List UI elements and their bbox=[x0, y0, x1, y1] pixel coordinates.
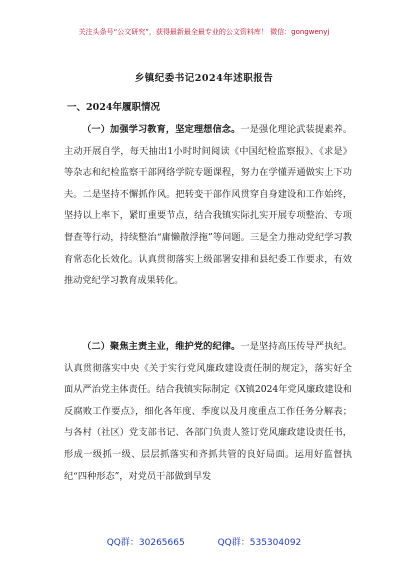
document-title: 乡镇纪委书记2024年述职报告 bbox=[134, 73, 274, 84]
paragraph-heading: （二）聚焦主责主业，维护党的纪律。 bbox=[82, 341, 241, 352]
page-footer bbox=[0, 535, 408, 548]
footer-qq-group-2: QQ群：535304092 bbox=[217, 538, 302, 548]
section-heading: 一、2024年履职情况 bbox=[67, 102, 160, 113]
promo-header-note: 关注头条号“公文研究”，获得最新最全最专业的公文资料库！ 微信：gongwenyj bbox=[78, 28, 330, 36]
paragraph-body: 一是强化理论武装提素养。主动开展自学，每天抽出1小时时间阅读《中国纪检监察报》、《求是》等杂志和纪检监察干部网络学院专题课程，努力在学懂弄通做实上下功夫。二是坚持不懈抓作风。把转变干部作风贯穿自身建设和工作始终，坚持以上率下，紧盯重要节点，结合我镇实际扎实开展专项整治、专项督查等行动，持续整治“庸懒散浮拖”等问题。三是全力推动党纪学习教育常态化长效化。认真贯彻落实上级部署安排和县纪委工作要求，有效推动党纪学习教育成果转化。 bbox=[64, 124, 353, 287]
paragraph-study-education bbox=[64, 119, 352, 292]
footer-qq-group-1: QQ群：30265665 bbox=[106, 538, 185, 548]
paragraph-heading: （一）加强学习教育，坚定理想信念。 bbox=[82, 124, 241, 135]
paragraph-body: 一是坚持高压传导严执纪。认真贯彻落实中央《关于实行党风廉政建设责任制的规定》，落实好全面从严治党主体责任。结合我镇实际制定《X镇2024年党风廉政建设和反腐败工作要点》，细化各年度、季度以及月度重点工作任务分解表；与各村（社区）党支部书记、各部门负责人签订党风廉政建设责任书，形成一级抓一级、层层抓落实和齐抓共管的良好局面。运用好监督执纪“四种形态”，对党员干部做到早发 bbox=[64, 341, 353, 482]
paragraph-discipline bbox=[64, 336, 352, 487]
